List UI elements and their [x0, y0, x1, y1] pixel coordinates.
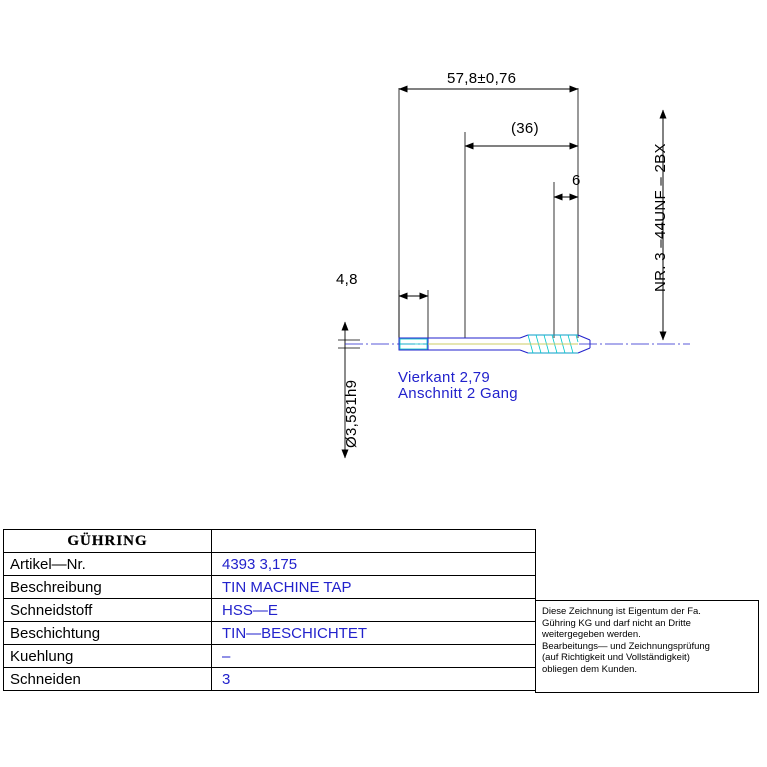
row-value-schneidstoff: HSS—E: [212, 599, 536, 622]
row-value-artikel-nr: 4393 3,175: [212, 553, 536, 576]
row-value-beschreibung: TIN MACHINE TAP: [212, 576, 536, 599]
table-row: [4, 599, 536, 622]
notice-line-3: weitergegeben werden.: [542, 629, 641, 640]
note-vierkant: Vierkant 2,79: [398, 369, 491, 386]
guehring-logo: [4, 530, 211, 552]
notice-line-5: (auf Richtigkeit und Vollständigkeit): [542, 652, 690, 663]
notice-line-1: Diese Zeichnung ist Eigentum der Fa.: [542, 606, 701, 617]
table-row-logo: [4, 530, 536, 553]
row-label-schneiden: Schneiden: [4, 668, 212, 691]
row-label-schneidstoff: Schneidstoff: [4, 599, 212, 622]
table-row: [4, 668, 536, 691]
tap-part-geometry: [345, 335, 690, 353]
dim-diameter: Ø3,581h9: [343, 379, 360, 448]
row-value-schneiden: 3: [212, 668, 536, 691]
table-row: [4, 622, 536, 645]
copyright-notice-box: [535, 600, 759, 693]
dim-square-length: 4,8: [336, 271, 358, 288]
row-value-kuehlung: –: [212, 645, 536, 668]
row-value-beschichtung: TIN—BESCHICHTET: [212, 622, 536, 645]
logo-text: GÜHRING: [67, 532, 148, 549]
row-label-artikel-nr: Artikel—Nr.: [4, 553, 212, 576]
notice-line-4: Bearbeitungs— und Zeichnungsprüfung: [542, 640, 710, 652]
dim-thread-length: (36): [511, 120, 539, 137]
notice-line-6: obliegen dem Kunden.: [542, 663, 638, 675]
row-label-beschreibung: Beschreibung: [4, 576, 212, 599]
table-row: [4, 645, 536, 668]
row-label-kuehlung: Kuehlung: [4, 645, 212, 668]
note-anschnitt: Anschnitt 2 Gang: [398, 385, 518, 402]
part-info-table: [3, 529, 536, 691]
dimension-lines: [345, 89, 663, 458]
logo-cell-blank: [212, 530, 536, 553]
table-row: [4, 576, 536, 599]
notice-line-2: Gühring KG und darf nicht an Dritte: [542, 617, 691, 629]
thread-specification: NR. 3 –44UNF – 2BX: [652, 143, 669, 292]
dim-overall-length: 57,8±0,76: [447, 70, 517, 87]
dim-chamfer-length: 6: [572, 172, 581, 189]
row-label-beschichtung: Beschichtung: [4, 622, 212, 645]
logo-cell: [4, 530, 212, 553]
table-row: [4, 553, 536, 576]
